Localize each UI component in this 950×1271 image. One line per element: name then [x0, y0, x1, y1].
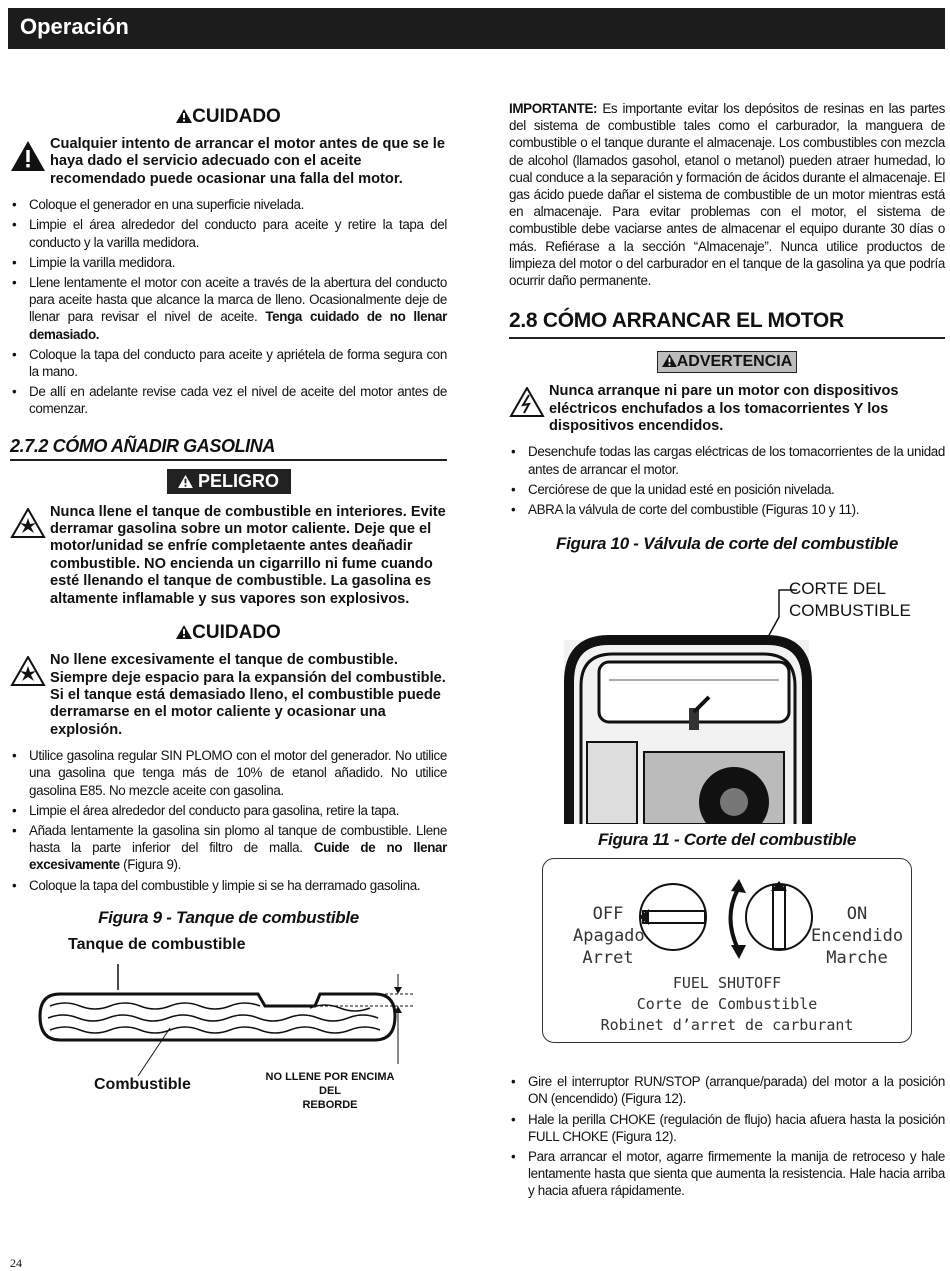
fill-limit-note: NO LLENE POR ENCIMA DEL REBORDE [265, 1070, 395, 1111]
section-heading-272: 2.7.2 CÓMO AÑADIR GASOLINA [10, 436, 447, 461]
list-item: • Coloque la tapa del conducto para aceite y apriétela de forma segura con la mano. [10, 346, 447, 380]
shutoff-callout: CORTE DEL COMBUSTIBLE [789, 579, 911, 621]
list-item: • Añada lentamente la gasolina sin plomo al tanque de combustible. Llene hasta la parte inferior del filtro de malla. Cuide de no llenar excesivamente (Figura 9). [10, 822, 447, 874]
right-column [509, 100, 945, 1203]
warning-triangle-icon [176, 625, 192, 639]
caution-fuel-text: No llene excesivamente el tanque de combustible. Siempre deje espacio para la expansión del combustible. Si el tanque está demasiado lleno, el combustible puede derramarse en el motor caliente y ocasionar una explosión. [50, 652, 446, 738]
caution-oil-text: Cualquier intento de arrancar el motor antes de que se le haya dado el servicio adecuado con el aceite recomendado puede ocasionar una falla del motor. [50, 136, 445, 187]
off-position-label: OFF Apagado Arret [573, 904, 645, 969]
list-item: • Coloque el generador en una superficie nivelada. [10, 196, 447, 213]
fuel-label: Combustible [94, 1075, 191, 1093]
caution-heading: CUIDADO [10, 622, 447, 644]
list-item: • De allí en adelante revise cada vez el nivel de aceite del motor antes de comenzar. [10, 383, 447, 417]
list-item: • Limpie el área alrededor del conducto para gasolina, retire la tapa. [10, 802, 447, 819]
list-item: • Utilice gasolina regular SIN PLOMO con el motor del generador. No utilice una gasolina que tenga más de 10% de etanol añadido. No utilice gasolina E85. No mezcle aceite con gasolina. [10, 747, 447, 799]
list-item: • Limpie el área alrededor del conducto para aceite y retire la tapa del conducto y la varilla medidora. [10, 216, 447, 250]
list-item: • ABRA la válvula de corte del combustible (Figuras 10 y 11). [509, 501, 945, 518]
figure-10-caption: Figura 10 - Válvula de corte del combustible [555, 534, 898, 554]
list-item: • Llene lentamente el motor con aceite a través de la abertura del conducto para aceite hasta que alcance la marca de lleno. Ocasionalmente deje de llenar para revisar el nivel de aceite. Tenga cuidado de no llenar demasiado. [10, 274, 447, 343]
warning-triangle-icon [176, 109, 192, 123]
list-item: • Cerciórese de que la unidad esté en posición nivelada. [509, 481, 945, 498]
list-item: • Desenchufe todas las cargas eléctricas de los tomacorrientes de la unidad antes de arrancar el motor. [509, 443, 945, 477]
section-title: Operación [20, 14, 129, 39]
warning-block [509, 383, 945, 435]
caution-fuel-block [10, 652, 447, 739]
figure-11-caption: Figura 11 - Corte del combustible [597, 830, 857, 850]
list-item: • Limpie la varilla medidora. [10, 254, 447, 271]
caution-exclamation-icon [10, 140, 46, 172]
run-steps-list [509, 1073, 945, 1199]
caution-heading: CUIDADO [10, 106, 447, 128]
list-item: • Coloque la tapa del combustible y limpie si se ha derramado gasolina. [10, 877, 447, 894]
page-number: 24 [10, 1256, 22, 1270]
danger-triangle-icon [178, 475, 193, 488]
warning-text: Nunca arranque ni pare un motor con dispositivos eléctricos enchufados a los tomacorrientes Y los dispositivos encendidos. [549, 383, 899, 435]
figure-9-diagram [10, 936, 447, 1111]
oil-steps-list [10, 196, 447, 417]
danger-block [10, 504, 447, 608]
on-position-label: ON Encendido Marche [810, 904, 904, 969]
left-column [10, 100, 447, 1111]
danger-text: Nunca llene el tanque de combustible en interiores. Evite derramar gasolina sobre un motor caliente. Deje que el motor/unidad se enfríe completaente antes deañadir combustible. NO encienda un cigarrillo ni fume cuando esté llenando el tanque de combustible. La gasolina es altamente inflamable y sus vapores son explosivos. [50, 503, 446, 607]
explosion-hazard-icon [10, 656, 46, 686]
figure-11-diagram [542, 858, 912, 1043]
explosion-hazard-icon [10, 508, 46, 538]
tank-label: Tanque de combustible [68, 935, 246, 953]
list-item: • Gire el interruptor RUN/STOP (arranque/parada) del motor a la posición ON (encendido) (Figura 12). [509, 1073, 945, 1107]
caution-oil-block [10, 136, 447, 188]
fuel-steps-list [10, 747, 447, 894]
list-item: • Hale la perilla CHOKE (regulación de flujo) hacia afuera hasta la posición FULL CHOKE (Figura 12). [509, 1111, 945, 1145]
generator-photo [509, 562, 945, 824]
list-item: • Para arrancar el motor, agarre firmemente la manija de retroceso y hale lentamente hasta que sienta que aumenta la resistencia. Hale hacia arriba y hacia afuera rápidamente. [509, 1148, 945, 1200]
section-heading-28: 2.8 CÓMO ARRANCAR EL MOTOR [509, 309, 945, 339]
figure-10-diagram [509, 562, 945, 824]
danger-label: PELIGRO [167, 469, 291, 494]
start-steps-list [509, 443, 945, 518]
warning-triangle-icon [662, 354, 677, 367]
section-header-bar [8, 8, 945, 49]
electric-shock-icon [509, 387, 545, 417]
important-paragraph: IMPORTANTE: Es importante evitar los depósitos de resinas en las partes del sistema de combustible tales como el carburador, la manguera de combustible o el tanque durante el almacenaje. Los combustibles con mezcla de alcohol (llamados gasohol, etanol o metanol) pueden atraer humedad, lo cual conduce a la separación y formación de ácidos durante el almacenaje. El gas ácido puede dañar el sistema de combustible de un motor mientras está en almacenaje. Para evitar problemas con el motor, el sistema de combustible debe vaciarse antes de almacenar el equipo durante 30 días o más. Refiérase a la sección “Almacenaje”. Nunca utilice productos de limpieza del motor o del carburador en el tanque de la gasolina ya que podría ocurrir daño permanente. [509, 101, 945, 289]
warning-label: ADVERTENCIA [657, 351, 797, 373]
fuel-shutoff-labels: FUEL SHUTOFF Corte de Combustible Robinet d’arret de carburant [600, 974, 854, 1035]
figure-9-caption: Figura 9 - Tanque de combustible [98, 907, 359, 927]
